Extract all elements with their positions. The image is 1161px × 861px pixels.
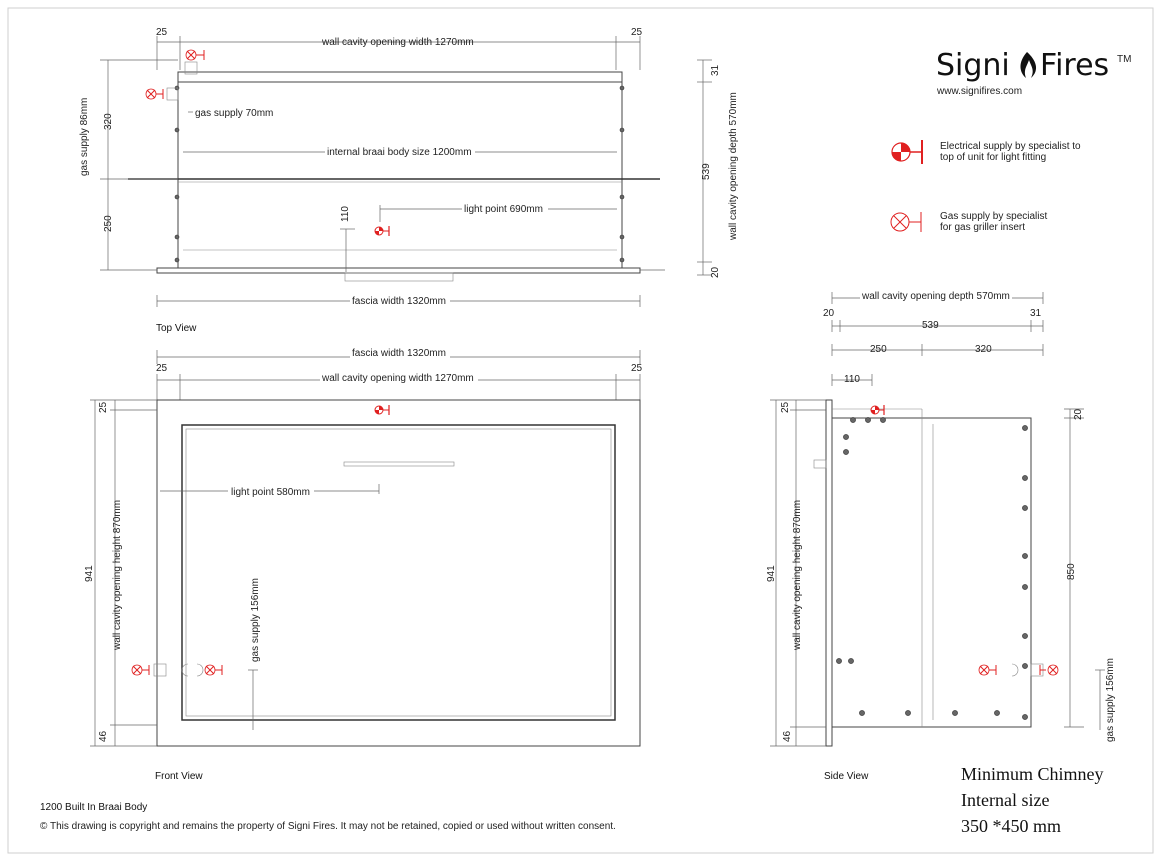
legend-electrical bbox=[892, 140, 1081, 164]
top-gas-symbol-top bbox=[186, 50, 204, 60]
brand-logo bbox=[936, 48, 1131, 97]
top-view-title: Top View bbox=[156, 323, 197, 334]
chimney-line3: 350 *450 mm bbox=[961, 816, 1062, 836]
front-light-point-label: light point 580mm bbox=[231, 487, 310, 498]
side-dim-25: 25 bbox=[780, 401, 791, 413]
front-right-offset: 25 bbox=[631, 363, 643, 374]
top-view bbox=[79, 27, 739, 334]
front-dim-941: 941 bbox=[84, 565, 95, 582]
top-dim-539: 539 bbox=[701, 163, 712, 180]
side-gas-supply-label: gas supply 156mm bbox=[1105, 658, 1116, 742]
side-gas-symbol-inner bbox=[979, 665, 996, 675]
front-opening-width-label: wall cavity opening width 1270mm bbox=[322, 373, 474, 384]
brand-website: www.signifires.com bbox=[937, 86, 1023, 97]
top-body-rim bbox=[178, 72, 622, 82]
brand-name-right: Fires bbox=[1040, 48, 1110, 83]
side-bolts bbox=[836, 417, 1027, 719]
side-front-lip bbox=[814, 460, 826, 468]
top-dim-20: 20 bbox=[710, 266, 721, 278]
side-dim-250: 250 bbox=[870, 344, 887, 355]
front-opening-height-label: wall cavity opening height 870mm bbox=[112, 499, 123, 650]
brand-trademark: TM bbox=[1117, 54, 1132, 65]
side-dim-539: 539 bbox=[922, 320, 939, 331]
side-dim-941: 941 bbox=[766, 565, 777, 582]
side-view-title: Side View bbox=[824, 771, 869, 782]
top-dim-31: 31 bbox=[710, 64, 721, 76]
top-opening-width-label: wall cavity opening width 1270mm bbox=[322, 37, 474, 48]
front-gas-symbol-inner bbox=[205, 665, 222, 675]
front-dim-46: 46 bbox=[98, 730, 109, 742]
front-gas-symbol-left bbox=[132, 665, 149, 675]
side-dim-320: 320 bbox=[975, 344, 992, 355]
front-fascia bbox=[157, 400, 640, 746]
front-inner-frame bbox=[186, 429, 611, 716]
top-dim-110: 110 bbox=[340, 206, 351, 222]
front-gas-pipe bbox=[154, 664, 166, 676]
top-gas-supply-86-label: gas supply 86mm bbox=[79, 97, 90, 176]
top-dim-320: 320 bbox=[103, 113, 114, 130]
side-view bbox=[766, 291, 1116, 782]
side-gas-symbol-outer bbox=[1040, 665, 1058, 675]
top-left-offset: 25 bbox=[156, 27, 168, 38]
side-opening-depth-label: wall cavity opening depth 570mm bbox=[862, 291, 1010, 302]
front-opening bbox=[182, 425, 615, 720]
top-gas-supply-70-label: gas supply 70mm bbox=[195, 108, 274, 119]
top-gas-symbol-side bbox=[146, 89, 163, 99]
top-dim-250: 250 bbox=[103, 215, 114, 232]
legend-gas-line1: Gas supply by specialist bbox=[940, 211, 1048, 222]
drawing-title: 1200 Built In Braai Body bbox=[40, 802, 148, 813]
side-dim-20: 20 bbox=[823, 308, 835, 319]
front-electrical-symbol bbox=[375, 405, 389, 415]
side-dim-46: 46 bbox=[782, 730, 793, 742]
top-fascia-width-label: fascia width 1320mm bbox=[352, 296, 446, 307]
top-internal-body-label: internal braai body size 1200mm bbox=[327, 147, 472, 158]
side-opening-height-label: wall cavity opening height 870mm bbox=[792, 499, 803, 650]
side-dim-right-20: 20 bbox=[1073, 408, 1084, 420]
front-gas-supply-label: gas supply 156mm bbox=[250, 578, 261, 662]
gas-supply-icon bbox=[891, 212, 921, 232]
legend-electrical-line1: Electrical supply by specialist to bbox=[940, 141, 1081, 152]
front-light-bar bbox=[344, 462, 454, 466]
front-view-title: Front View bbox=[155, 771, 203, 782]
top-electrical-symbol bbox=[375, 226, 389, 236]
front-fascia-width-label: fascia width 1320mm bbox=[352, 348, 446, 359]
legend-gas-line2: for gas griller insert bbox=[940, 222, 1026, 233]
front-dim-25: 25 bbox=[98, 401, 109, 413]
side-electrical-symbol bbox=[871, 405, 884, 415]
flame-icon bbox=[1021, 52, 1037, 78]
sheet-border bbox=[8, 8, 1153, 853]
side-dim-850: 850 bbox=[1066, 563, 1077, 580]
top-light-point-label: light point 690mm bbox=[464, 204, 543, 215]
top-handle bbox=[345, 273, 453, 281]
side-fascia bbox=[826, 400, 832, 746]
front-view bbox=[84, 348, 643, 782]
side-dim-110: 110 bbox=[844, 374, 860, 385]
top-right-offset: 25 bbox=[631, 27, 643, 38]
top-opening-depth-label: wall cavity opening depth 570mm bbox=[728, 92, 739, 240]
copyright-notice: © This drawing is copyright and remains the property of Signi Fires. It may not be retained, copied or used without written consent. bbox=[40, 821, 616, 832]
legend-electrical-line2: top of unit for light fitting bbox=[940, 152, 1047, 163]
side-body-outline bbox=[832, 418, 1031, 727]
brand-name-left: Signi bbox=[936, 48, 1010, 83]
legend-gas bbox=[891, 211, 1047, 233]
front-left-offset: 25 bbox=[156, 363, 168, 374]
electrical-supply-icon bbox=[892, 140, 922, 164]
top-fascia bbox=[157, 268, 640, 273]
chimney-line1: Minimum Chimney bbox=[961, 764, 1104, 784]
side-dim-31: 31 bbox=[1030, 308, 1042, 319]
chimney-line2: Internal size bbox=[961, 790, 1050, 810]
